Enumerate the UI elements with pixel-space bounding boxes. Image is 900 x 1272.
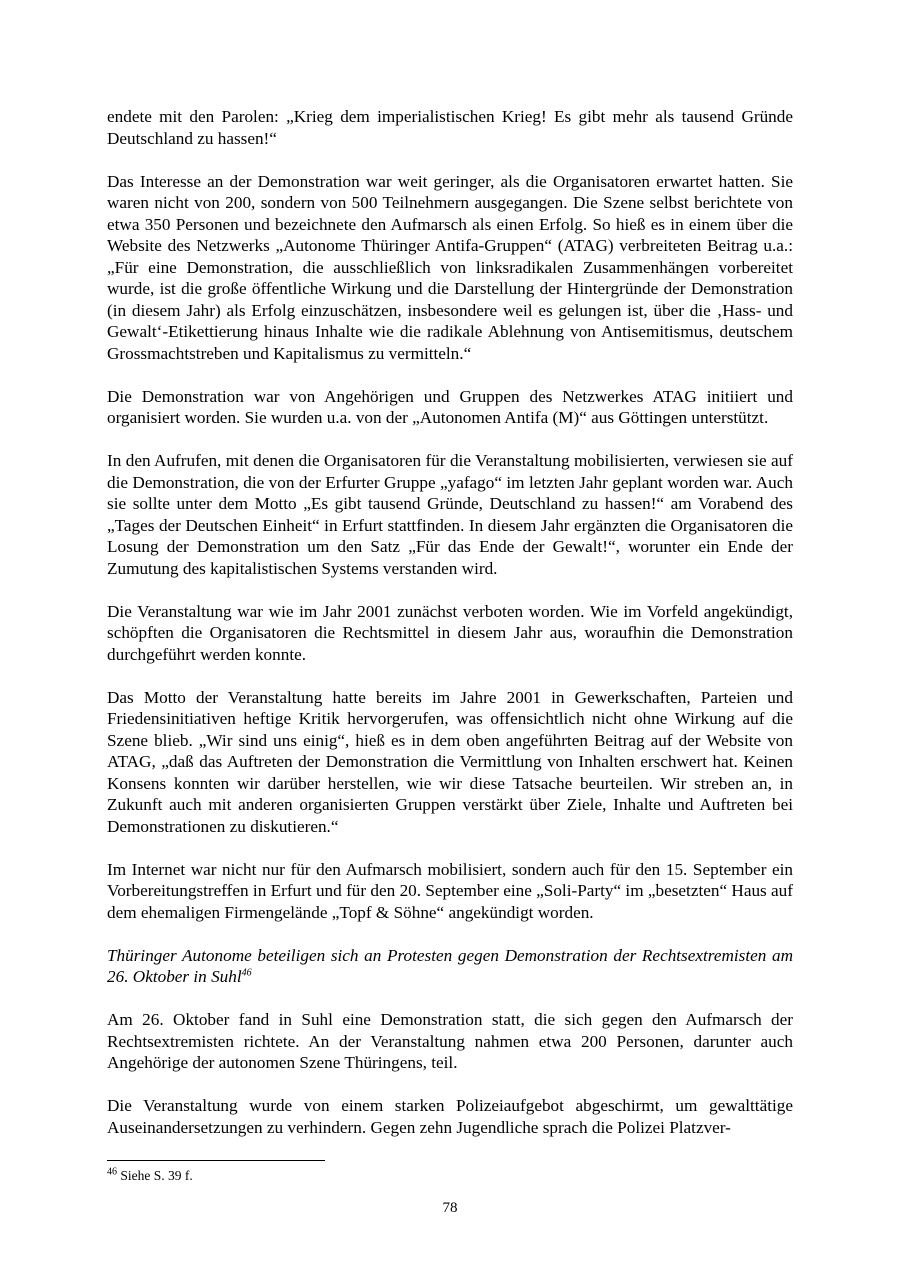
footnote <box>107 1168 193 1184</box>
body-text <box>107 106 793 1138</box>
paragraph: Das Interesse an der Demonstration war weit geringer, als die Organisatoren erwartet hatten. Sie waren nicht von 200, sondern von 500 Teilnehmern ausgegangen. Die Szene selbst berichtete von etwa 350 Personen und bezeichnete den Aufmarsch als einen Erfolg. So hieß es in einem über die Website des Netzwerks „Autonome Thüringer Antifa-Gruppen“ (ATAG) verbreiteten Beitrag u.a.: „Für eine Demonstration, die ausschließlich von linksradikalen Zusammenhängen vorbereitet wurde, ist die große öffentliche Wirkung und die Darstellung der Hintergründe der Demonstration (in diesem Jahr) als Erfolg einzuschätzen, insbesondere weil es gelungen ist, über die ‚Hass- und Gewalt‘-Etikettierung hinaus Inhalte wie die radikale Ablehnung von Antisemitismus, deutschem Grossmachtstreben und Kapitalismus zu vermitteln.“ <box>107 171 793 363</box>
paragraph: Am 26. Oktober fand in Suhl eine Demonstration statt, die sich gegen den Aufmarsch der Rechtsextremisten richtete. An der Veranstaltung nahmen etwa 200 Personen, darunter auch Angehörige der autonomen Szene Thüringens, teil. <box>107 1010 793 1072</box>
section-heading <box>107 945 793 988</box>
paragraph: Die Demonstration war von Angehörigen und Gruppen des Netzwerkes ATAG initiiert und organisiert worden. Sie wurden u.a. von der „Autonomen Antifa (M)“ aus Göttingen unterstützt. <box>107 386 793 427</box>
paragraph: Das Motto der Veranstaltung hatte bereits im Jahre 2001 in Gewerkschaften, Parteien und Friedensinitiativen heftige Kritik hervorgerufen, was offensichtlich nicht ohne Wirkung auf die Szene blieb. „Wir sind uns einig“, hieß es in dem oben angeführten Beitrag auf der Website von ATAG, „daß das Auftreten der Demonstration die Vermittlung von Inhalten erschwert hat. Keinen Konsens konnten wir darüber herstellen, wie wir diese Tatsache beurteilen. Wir streben an, in Zukunft auch mit anderen organisierten Gruppen verstärkt über Ziele, Inhalte und Auftreten bei Demonstrationen zu diskutieren.“ <box>107 687 793 836</box>
paragraph: endete mit den Parolen: „Krieg dem imperialistischen Krieg! Es gibt mehr als tausend Gründe Deutschland zu hassen!“ <box>107 107 793 148</box>
footnote-separator <box>107 1160 325 1161</box>
page-number: 78 <box>442 1200 458 1216</box>
footnote-reference: 46 <box>241 967 252 979</box>
section-heading-text: Thüringer Autonome beteiligen sich an Protesten gegen Demonstration der Rechtsextremisten am 26. Oktober in Suhl <box>107 945 793 986</box>
paragraph: Im Internet war nicht nur für den Aufmarsch mobilisiert, sondern auch für den 15. September ein Vorbereitungstreffen in Erfurt und für den 20. September eine „Soli-Party“ im „besetzten“ Haus auf dem ehemaligen Firmengelände „Topf & Söhne“ angekündigt worden. <box>107 859 793 922</box>
paragraph: Die Veranstaltung war wie im Jahr 2001 zunächst verboten worden. Wie im Vorfeld angekündigt, schöpften die Organisatoren die Rechtsmittel in diesem Jahr aus, woraufhin die Demonstration durchgeführt werden konnte. <box>107 601 793 664</box>
paragraph: Die Veranstaltung wurde von einem starken Polizeiaufgebot abgeschirmt, um gewalttätige Auseinandersetzungen zu verhindern. Gegen zehn Jugendliche sprach die Polizei Platzver- <box>107 1096 793 1137</box>
footnote-text: Siehe S. 39 f. <box>117 1168 193 1183</box>
footnote-number: 46 <box>107 1166 117 1178</box>
paragraph: In den Aufrufen, mit denen die Organisatoren für die Veranstaltung mobilisierten, verwiesen sie auf die Demonstration, die von der Erfurter Gruppe „yafago“ im letzten Jahr geplant worden war. Auch sie sollte unter dem Motto „Es gibt tausend Gründe, Deutschland zu hassen!“ am Vorabend des „Tages der Deutschen Einheit“ in Erfurt stattfinden. In diesem Jahr ergänzten die Organisatoren die Losung der Demonstration um den Satz „Für das Ende der Gewalt!“, worunter ein Ende der Zumutung des kapitalistischen Systems verstanden wird. <box>107 451 793 578</box>
